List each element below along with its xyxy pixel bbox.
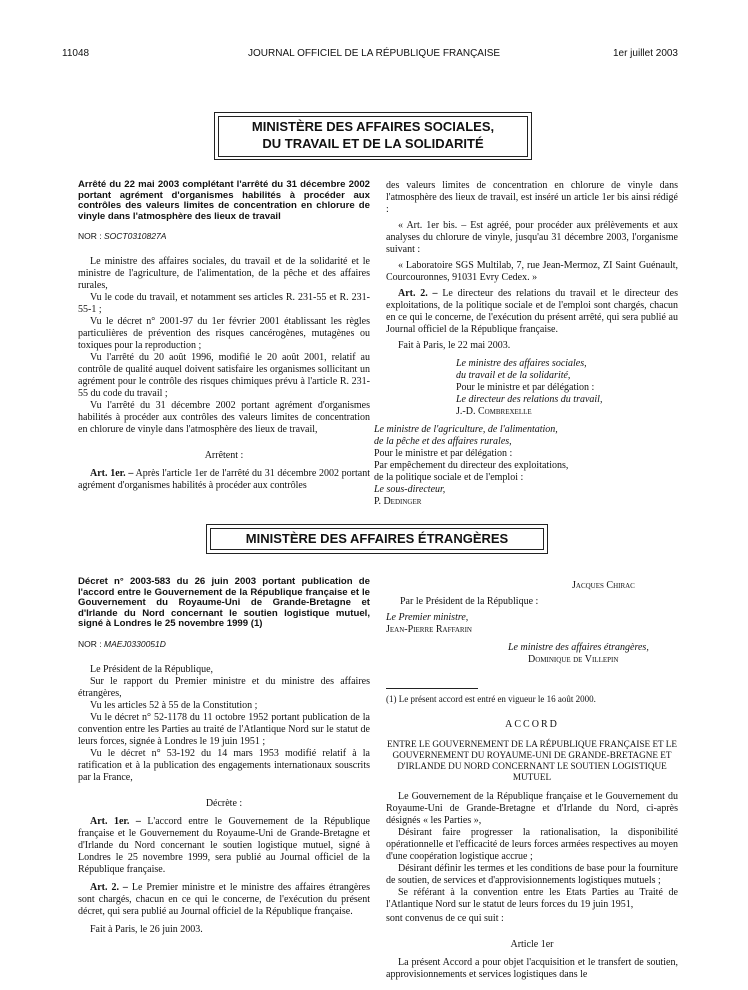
article-2 [78, 882, 370, 918]
section1-right-column [374, 180, 678, 508]
preamble-paragraph: Vu le décret n° 2001-97 du 1er février 2001 établissant les règles particulières de prévention des risques cancérogènes, mutagènes ou toxiques pour la reproduction ; [78, 316, 370, 351]
nor-reference [78, 638, 370, 650]
article-1 [78, 816, 370, 876]
accord-title: ENTRE LE GOUVERNEMENT DE LA RÉPUBLIQUE FRANÇAISE ET LE GOUVERNEMENT DU ROYAUME-UNI DE GRANDE-BRETAGNE ET D'IRLANDE DU NORD CONCERNANT LE SOUTIEN LOGISTIQUE MUTUEL [386, 739, 678, 782]
signature-line: Le ministre de l'agriculture, de l'alimentation, [374, 424, 558, 435]
article-2 [386, 288, 678, 336]
signature-line: Pour le ministre et par délégation : [374, 448, 513, 459]
done-at-paris: Fait à Paris, le 22 mai 2003. [398, 340, 511, 351]
signature-block-agriculture [374, 424, 594, 508]
article-2-label: Art. 2. – [398, 288, 438, 299]
decree-title: Décret n° 2003-583 du 26 juin 2003 portant publication de l'accord entre le Gouvernement de la République française et le Gouvernement du Royaume-Uni de Grande-Bretagne et d'Irlande du Nord concernant le soutien logistique mutuel, signé à Londres le 25 novembre 1999 (1) [78, 576, 370, 629]
arrete-title: Arrêté du 22 mai 2003 complétant l'arrêté du 31 décembre 2002 portant agrément d'organismes habilités à procéder aux contrôles des valeurs limites de concentration en chlorure de vinyle dans l'atmosphère des lieux de travail [78, 179, 370, 222]
nor-label: NOR : [78, 231, 102, 241]
preamble-paragraph: Vu le décret n° 52-1178 du 11 octobre 1952 portant publication de la convention entre les Parties au traité de l'Atlantique Nord sur le statut de leurs forces, signée à Londres le 19 juin 1951 ; [78, 711, 370, 747]
signature-name: P. Dedinger [374, 496, 422, 507]
section2-left-column [78, 577, 370, 936]
accord-paragraph: Se référant à la convention entre les Etats Parties au Traité de l'Atlantique Nord sur le statut de leurs forces du 19 juin 1951, [386, 887, 678, 910]
ministry-box-foreign-affairs [206, 524, 548, 554]
done-at-paris: Fait à Paris, le 26 juin 2003. [90, 923, 203, 935]
ministry-foreign-affairs: MINISTÈRE DES AFFAIRES ÉTRANGÈRES [210, 528, 544, 550]
by-the-president: Par le Président de la République : [400, 596, 539, 607]
signature-name: J.-D. Combrexelle [456, 406, 532, 417]
prime-minister-title: Le Premier ministre, [386, 612, 469, 623]
footnote-rule [386, 688, 478, 689]
article-1-label: Art. 1er. – [90, 468, 134, 479]
article-1-label: Art. 1er. – [90, 815, 141, 827]
section1-left-column [78, 180, 370, 492]
issue-date: 1er juillet 2003 [612, 48, 678, 59]
signature-line: Pour le ministre et par délégation : [456, 382, 595, 393]
accord-paragraph: Le Gouvernement de la République française et le Gouvernement du Royaume-Uni de Grande-Bretagne et d'Irlande du Nord, ci-après désignés « les Parties », [386, 791, 678, 826]
preamble-paragraph: Vu l'arrêté du 31 décembre 2002 portant agrément d'organismes habilités à procéder aux contrôles des valeurs limites de concentration en chlorure de vinyle dans l'atmosphère des lieux de travail, [78, 400, 370, 435]
preamble-paragraph: Vu les articles 52 à 55 de la Constitution ; [90, 699, 258, 711]
ministry-line-2: DU TRAVAIL ET DE LA SOLIDARITÉ [262, 136, 484, 151]
article-1-body: La présent Accord a pour objet l'acquisition et le transfert de soutien, approvisionnements et services logistiques dans le [386, 957, 678, 980]
page-number: 11048 [62, 48, 90, 59]
ministry-line-1: MINISTÈRE DES AFFAIRES SOCIALES, [251, 119, 495, 134]
signature-line: de la politique sociale et de l'emploi : [374, 472, 524, 483]
nor-code: SOCT0310827A [104, 231, 167, 241]
accord-paragraph: Désirant faire progresser la rationalisation, la disponibilité opérationnelle et l'efficacité de leurs forces armées respectives au moyen d'une coopération logistique accrue ; [386, 827, 678, 862]
signature-line: Le ministre des affaires sociales, [456, 358, 587, 369]
preamble-paragraph: Le Président de la République, [90, 663, 214, 675]
foreign-minister-name: Dominique de Villepin [528, 654, 619, 665]
signature-line: Par empêchement du directeur des exploitations, [374, 460, 569, 471]
decrete-heading: Décrète : [205, 797, 243, 809]
signature-line: Le sous-directeur, [374, 484, 446, 495]
preamble-paragraph: Vu l'arrêté du 20 août 1996, modifié le 20 août 2001, relatif au contrôle de qualité auquel doivent satisfaire les organismes sollicitant un agrément pour le contrôle des risques chimiques prévu à l'article R. 231-55 du code du travail ; [78, 352, 370, 399]
preamble-paragraph: Vu le code du travail, et notamment ses articles R. 231-55 et R. 231-55-1 ; [78, 292, 370, 315]
preamble-paragraph: Le ministre des affaires sociales, du travail et de la solidarité et le ministre de l'agriculture, de l'alimentation, de la pêche et des affaires rurales, [78, 256, 370, 291]
article-1-heading: Article 1er [510, 939, 554, 950]
prime-minister-name: Jean-Pierre Raffarin [386, 624, 472, 635]
preamble-paragraph: Vu le décret n° 53-192 du 14 mars 1953 modifié relatif à la ratification et à la publication des engagements internationaux souscrits par la France, [78, 747, 370, 783]
laboratory-entry: « Laboratoire SGS Multilab, 7, rue Jean-Mermoz, ZI Saint Guénault, Courcouronnes, 91031 Evry Cedex. » [386, 260, 678, 283]
ministry-box-social [214, 112, 532, 160]
article-1 [78, 468, 370, 492]
article-2-text: Le Premier ministre et le ministre des affaires étrangères sont chargés, chacun en ce qui le concerne, de l'exécution du présent décret, qui sera publié au Journal officiel de la République française. [78, 881, 370, 917]
accord-paragraph: Désirant définir les termes et les conditions de base pour la fourniture de soutien, de services et d'approvisionnements logistiques mutuels ; [386, 863, 678, 886]
article-1-text: Après l'article 1er de l'arrêté du 31 décembre 2002 portant agrément d'organismes habilités à procéder aux contrôles [78, 468, 371, 491]
nor-label: NOR : [78, 638, 102, 649]
preamble-paragraph: Sur le rapport du Premier ministre et du ministre des affaires étrangères, [78, 675, 370, 699]
agreed-as-follows: sont convenus de ce qui suit : [386, 913, 504, 924]
nor-reference [78, 230, 370, 242]
signature-line: du travail et de la solidarité, [456, 370, 571, 381]
signature-line: de la pêche et des affaires rurales, [374, 436, 512, 447]
article-2-label: Art. 2. – [90, 881, 128, 893]
article-2-text: Le directeur des relations du travail et le directeur des exploitations, de la politique sociale et de l'emploi sont chargés, chacun en ce qui le concerne, de l'exécution du présent arrêté, qui sera publié au Journal officiel de la République française. [386, 288, 678, 335]
article-1-continued: des valeurs limites de concentration en chlorure de vinyle dans l'atmosphère des lieux de travail, est inséré un article 1er bis ainsi rédigé : [386, 180, 678, 215]
signature-block-social [456, 358, 678, 418]
article-1-text: L'accord entre le Gouvernement de la République française et le Gouvernement du Royaume-Uni de Grande-Bretagne et d'Irlande du Nord concernant le soutien logistique mutuel, signé à Londres le 25 novembre 1999, sera publié au Journal officiel de la République française. [78, 815, 370, 875]
footnote: (1) Le présent accord est entré en vigueur le 16 août 2000. [386, 694, 596, 704]
arretent-heading: Arrêtent : [204, 450, 244, 461]
president-signature: Jacques Chirac [572, 580, 635, 591]
article-1bis: « Art. 1er bis. – Est agréé, pour procéder aux prélèvements et aux analyses du chlorure de vinyle, jusqu'au 31 décembre 2003, l'organisme suivant : [386, 220, 678, 255]
foreign-minister-title: Le ministre des affaires étrangères, [508, 642, 649, 653]
accord-heading: ACCORD [505, 719, 559, 730]
section2-right-column [386, 580, 678, 981]
journal-title: JOURNAL OFFICIEL DE LA RÉPUBLIQUE FRANÇAISE [248, 48, 501, 59]
signature-line: Le directeur des relations du travail, [456, 394, 603, 405]
nor-code: MAEJ0330051D [104, 638, 166, 649]
